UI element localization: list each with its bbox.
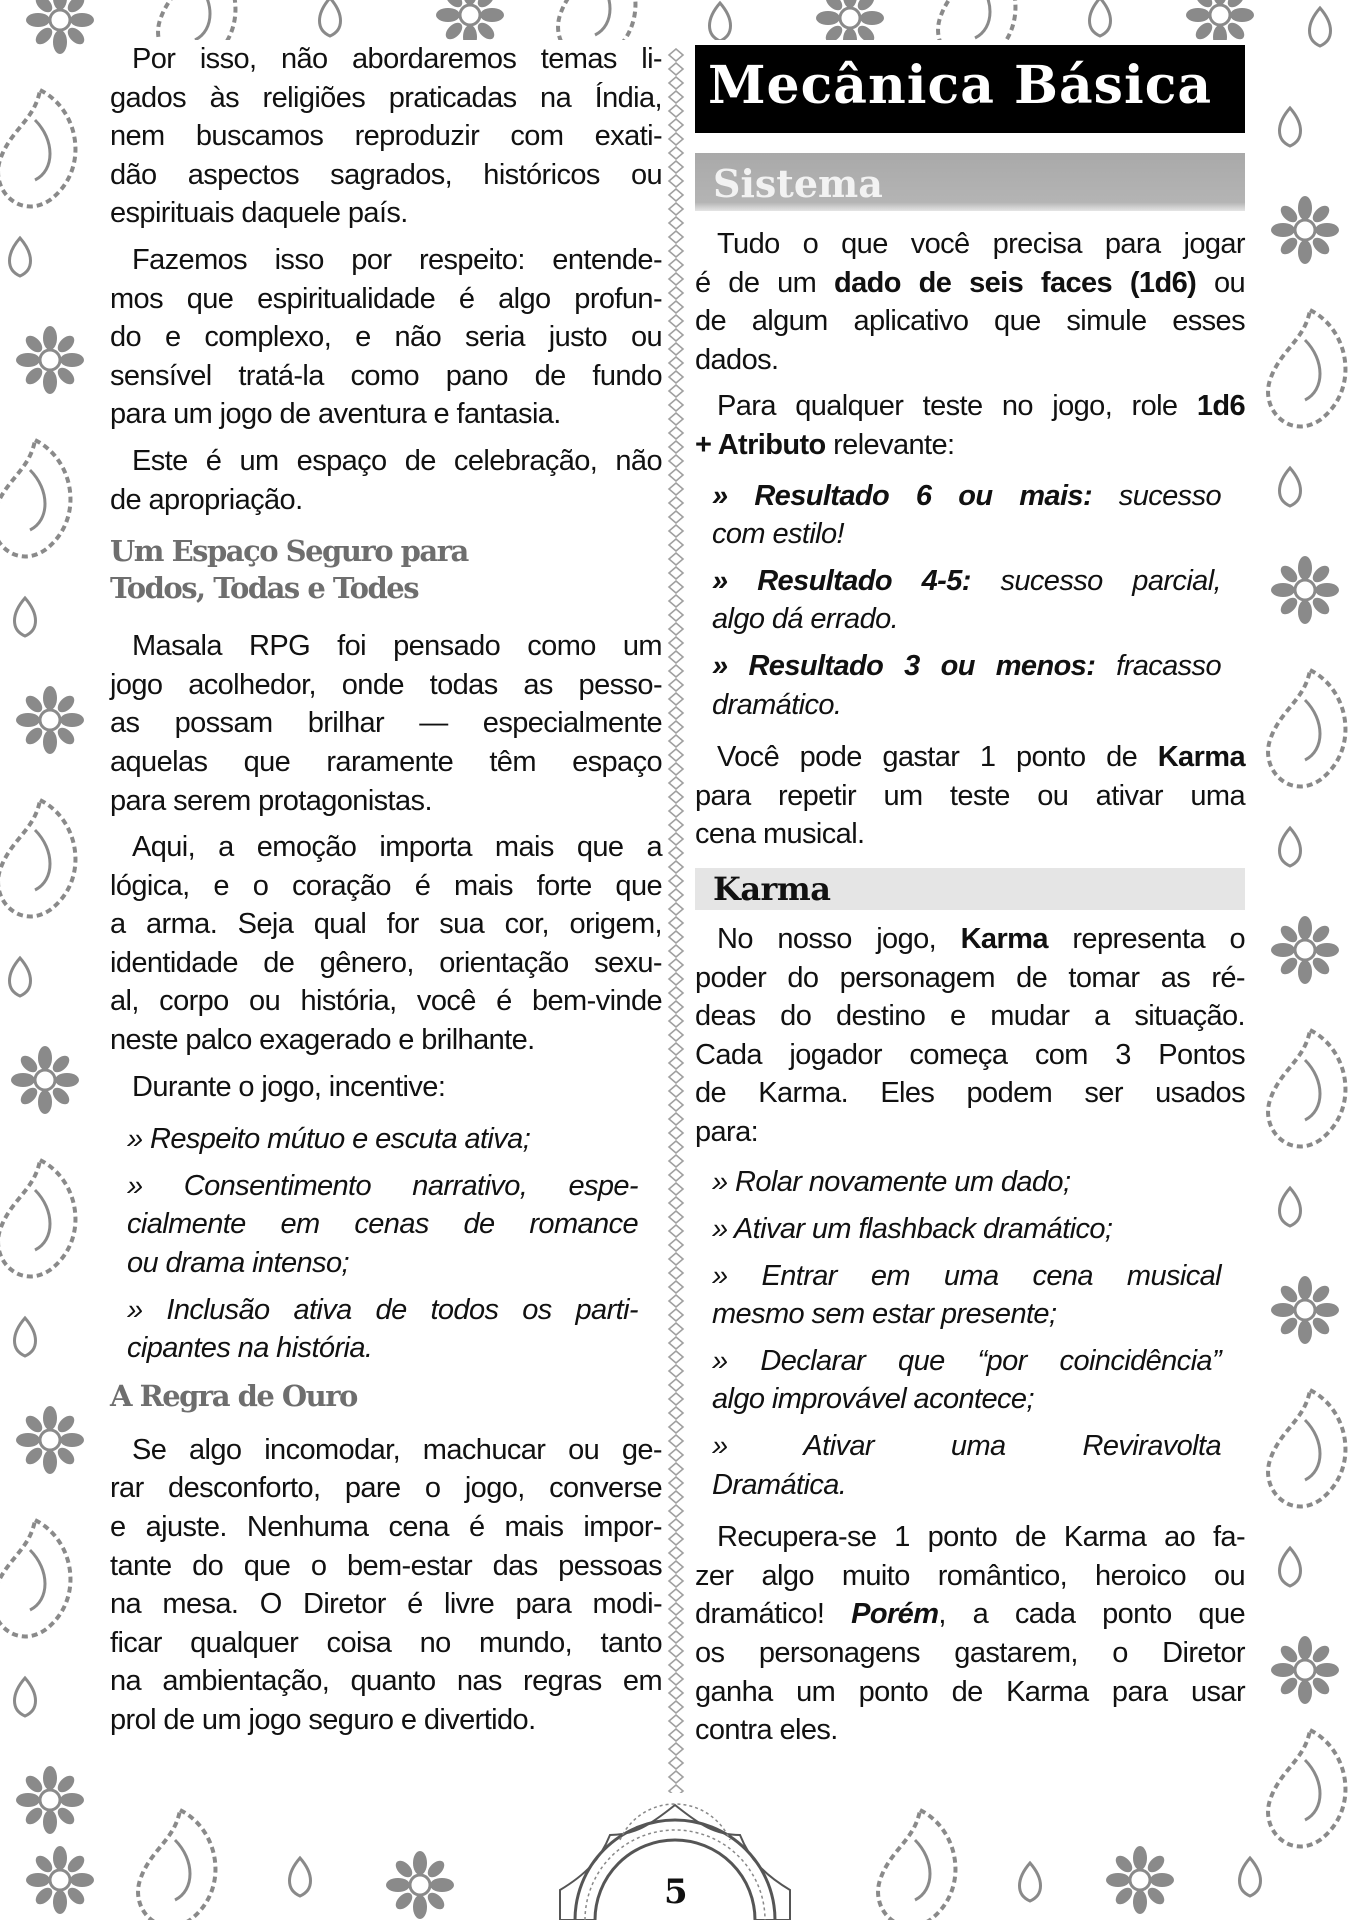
list-item (127, 1291, 638, 1368)
text-line: » Entrar em uma cena musical (712, 1259, 1221, 1292)
paragraph-karma-recover (695, 1518, 1245, 1750)
text-line: algo dá errado. (712, 603, 899, 636)
text-line (695, 387, 1245, 426)
section-title: Karma (713, 869, 831, 908)
text-line: deas do destino e mudar a situação. (695, 1000, 1245, 1033)
result-label: Resultado 6 ou mais: (754, 479, 1093, 512)
text-line: Cada jogador começa com 3 Pontos (695, 1038, 1245, 1071)
text-line: » Ativar um flashback dramático; (712, 1213, 1113, 1246)
karma-use-item (712, 1210, 1221, 1249)
text-line: Aqui, a emoção importa mais que a (132, 831, 662, 864)
result-label: Resultado 4-5: (757, 564, 971, 597)
text-line: » Declarar que “por coincidência” (712, 1344, 1221, 1377)
text-run: é de um (695, 266, 835, 299)
text-line: neste palco exagerado e brilhante. (110, 1024, 535, 1057)
page-number: 5 (664, 1872, 688, 1912)
text-line: dão aspectos sagrados, históricos ou (110, 158, 662, 191)
text-line: de Karma. Eles podem ser usados (695, 1077, 1245, 1110)
subheading-golden-rule: A Regra de Ouro (110, 1378, 357, 1413)
emphasis: Karma (1157, 741, 1245, 774)
emphasis: 1d6 (1196, 390, 1245, 423)
karma-use-item (712, 1163, 1221, 1202)
text-line: do e complexo, e não seria justo ou (110, 321, 662, 354)
text-line: gados às religiões praticadas na Índia, (110, 81, 662, 114)
text-line: dados. (695, 343, 779, 376)
text-line: de apropriação. (110, 483, 303, 516)
text-line: » Respeito mútuo e escuta ativa; (127, 1123, 531, 1156)
text-line: na mesa. O Diretor é livre para modi- (110, 1588, 662, 1621)
text-line: Masala RPG foi pensado como um (132, 630, 662, 663)
text-run: Para qualquer teste no jogo, role (717, 390, 1197, 423)
emphasis: Karma (960, 922, 1048, 955)
text-run: ou (1196, 266, 1245, 299)
text-line: para: (695, 1115, 759, 1148)
result-label: Resultado 3 ou menos: (748, 649, 1096, 682)
karma-use-item (712, 1257, 1221, 1334)
karma-use-item (712, 1427, 1221, 1504)
emphasis: + Atributo (695, 428, 826, 461)
paragraph-respect (110, 241, 662, 434)
text-line: a arma. Seja qual for sua cor, origem, (110, 908, 662, 941)
emphasis: Porém (851, 1598, 939, 1631)
text-line: » Ativar uma Reviravolta (712, 1430, 1221, 1463)
result-item (712, 562, 1221, 639)
paragraph-test (695, 387, 1245, 464)
left-column (110, 40, 662, 1748)
text-line: rar desconforto, pare o jogo, converse (110, 1472, 662, 1505)
text-line: poder do personagem de tomar as ré- (695, 961, 1245, 994)
text-run: , a cada ponto que (938, 1598, 1245, 1631)
text-line: espirituais daquele país. (110, 197, 408, 230)
text-line: zer algo muito romântico, heroico ou (695, 1559, 1245, 1592)
text-line: sensível tratá-la como pano de fundo (110, 359, 662, 392)
emphasis (712, 480, 1092, 512)
text-line: » Consentimento narrativo, espe- (127, 1169, 638, 1202)
paragraph-masala (110, 627, 662, 820)
text-line: algo improvável acontece; (712, 1383, 1034, 1416)
text-line: al, corpo ou história, você é bem-vinde (110, 985, 662, 1018)
list-item (127, 1167, 638, 1283)
text-line: ganha um ponto de Karma para usar (695, 1675, 1245, 1708)
text-line: dramático. (712, 688, 842, 721)
result-item (712, 647, 1221, 724)
text-line: » Rolar novamente um dado; (712, 1166, 1071, 1199)
text-line (695, 738, 1245, 777)
text-line: mos que espiritualidade é algo profun- (110, 282, 662, 315)
text-line: cena musical. (695, 818, 865, 851)
text-line: de algum aplicativo que simule esses (695, 305, 1245, 338)
text-run: sucesso parcial, (970, 564, 1221, 597)
text-line: Durante o jogo, incentive: (132, 1070, 446, 1103)
text-line: na ambientação, quanto nas regras em (110, 1665, 662, 1698)
result-item (712, 477, 1221, 554)
text-line: as possam brilhar — especialmente (110, 707, 662, 740)
text-line: aquelas que raramente têm espaço (110, 745, 662, 778)
text-line: cipantes na história. (127, 1332, 373, 1365)
text-line: mesmo sem estar presente; (712, 1298, 1057, 1331)
text-line: os personagens gastarem, o Diretor (695, 1637, 1245, 1669)
text-run: relevante: (825, 428, 955, 461)
text-line: para repetir um teste ou ativar uma (695, 779, 1245, 812)
paragraph-emotion (110, 828, 662, 1060)
text-line: » Inclusão ativa de todos os parti- (127, 1293, 638, 1326)
text-line: com estilo! (712, 518, 844, 551)
text-line (712, 477, 1221, 516)
text-line: para um jogo de aventura e fantasia. (110, 398, 561, 431)
emphasis: dado de seis faces (1d6) (834, 266, 1197, 299)
list-item (127, 1120, 662, 1159)
text-line: Fazemos isso por respeito: entende- (132, 243, 662, 276)
paragraph-system (695, 225, 1245, 379)
text-run: fracasso (1095, 649, 1221, 682)
text-line (695, 264, 1245, 303)
text-line: Dramática. (712, 1468, 847, 1501)
karma-use-item (712, 1342, 1221, 1419)
right-column (695, 40, 1245, 1758)
text-line: identidade de gênero, orientação sexu- (110, 946, 662, 979)
text-line: ficar qualquer coisa no mundo, tanto (110, 1626, 662, 1659)
paragraph-karma-spend (695, 738, 1245, 854)
section-band-karma (695, 868, 1245, 910)
paragraph-religion (110, 40, 662, 233)
bullet-marker: » (712, 649, 749, 682)
text-run: representa o (1047, 922, 1246, 955)
page-content (95, 40, 1255, 1795)
text-line: para serem protagonistas. (110, 784, 432, 817)
paragraph-encourage (110, 1068, 662, 1107)
emphasis (712, 650, 1095, 682)
text-line: tante do que o bem-estar das pessoas (110, 1549, 662, 1582)
text-line (712, 647, 1221, 686)
paragraph-golden-rule (110, 1431, 662, 1740)
text-run: Você pode gastar 1 ponto de (717, 741, 1158, 774)
emphasis (712, 565, 971, 597)
text-line (695, 426, 1245, 465)
text-line: Este é um espaço de celebração, não (132, 444, 662, 477)
text-line: jogo acolhedor, onde todas as pesso- (110, 668, 662, 701)
subheading-safe-space (110, 533, 662, 607)
section-band-sistema (695, 153, 1245, 211)
bullet-marker: » (712, 479, 755, 512)
chapter-title: Mecânica Básica (708, 55, 1213, 116)
text-line: prol de um jogo seguro e divertido. (110, 1703, 536, 1736)
text-line: lógica, e o coração é mais forte que (110, 869, 662, 902)
text-run: No nosso jogo, (717, 922, 961, 955)
text-run: dramático! (695, 1598, 852, 1631)
text-line: Por isso, não abordaremos temas li- (132, 43, 662, 75)
text-run: sucesso (1092, 479, 1221, 512)
text-line (695, 920, 1245, 959)
bullet-marker: » (712, 564, 758, 597)
text-line (712, 562, 1221, 601)
text-line (695, 1595, 1245, 1634)
text-line: Se algo incomodar, machucar ou ge- (132, 1433, 662, 1466)
subheading-line: Todos, Todas e Todes (110, 571, 419, 606)
text-line: nem buscamos reproduzir com exati- (110, 120, 662, 153)
text-line: Recupera-se 1 ponto de Karma ao fa- (717, 1521, 1245, 1554)
paragraph-celebration (110, 442, 662, 519)
column-divider (665, 48, 687, 1793)
text-line: e ajuste. Nenhuma cena é mais impor- (110, 1511, 662, 1543)
text-line: contra eles. (695, 1714, 838, 1747)
text-line: ou drama intenso; (127, 1247, 349, 1280)
text-line: cialmente em cenas de romance (127, 1208, 638, 1241)
subheading-line: Um Espaço Seguro para (110, 534, 468, 569)
section-title: Sistema (713, 161, 883, 206)
chapter-title-band (695, 45, 1245, 133)
text-line: Tudo o que você precisa para jogar (717, 228, 1245, 260)
paragraph-karma-intro (695, 920, 1245, 1152)
